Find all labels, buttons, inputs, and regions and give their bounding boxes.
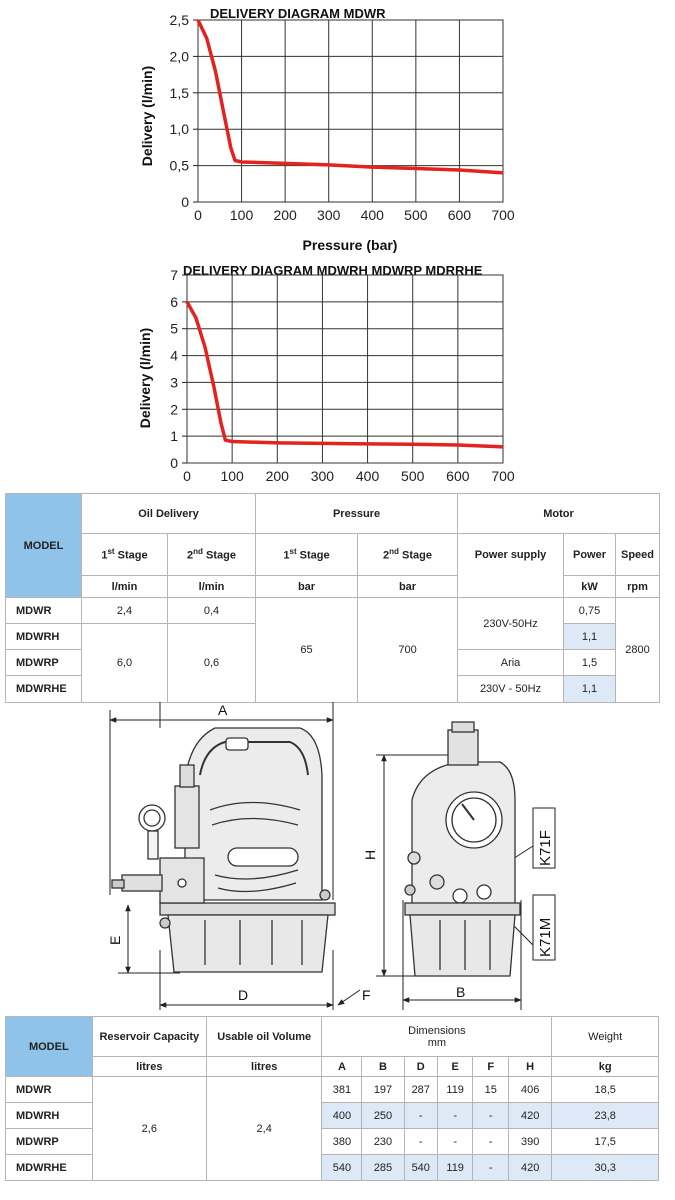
motor-header: Motor (458, 494, 660, 534)
unit-kg: kg (552, 1057, 659, 1077)
speed-header: Speed (616, 534, 660, 576)
k71m-label: K71M (537, 917, 554, 957)
model-mdwrhe: MDWRHE (6, 676, 82, 703)
delivery-curve (187, 302, 503, 447)
power-value: 0,75 (564, 598, 616, 624)
chart-title: DELIVERY DIAGRAM MDWRH MDWRP MDRRHE (183, 263, 483, 278)
col-b: B (362, 1057, 404, 1077)
table-row: MDWR 2,6 2,4 381 197 287 119 15 406 18,5 (6, 1077, 659, 1103)
y-tick-label: 1,0 (169, 121, 189, 138)
y-tick-label: 5 (170, 320, 178, 337)
unit-bar: bar (358, 576, 458, 598)
model-mdwrh: MDWRH (6, 624, 82, 650)
dimensions-table (5, 1016, 659, 1181)
power-value: 1,1 (564, 624, 616, 650)
unit-kw: kW (564, 576, 616, 598)
reservoir-value: 2,6 (92, 1077, 206, 1181)
col-d: D (404, 1057, 437, 1077)
x-tick-label: 700 (491, 207, 515, 223)
x-axis-label: Pressure (bar) (302, 237, 398, 253)
oil-delivery-header: Oil Delivery (82, 494, 256, 534)
oil-stage2-value: 0,6 (168, 624, 256, 703)
y-axis-label: Delivery (l/min) (137, 327, 153, 429)
dimension-b-label: B (456, 984, 466, 1000)
y-tick-label: 0,5 (169, 157, 189, 174)
x-tick-label: 300 (310, 468, 335, 484)
dimension-h-label: H (362, 849, 378, 860)
y-tick-label: 6 (170, 293, 178, 310)
unit-bar: bar (256, 576, 358, 598)
col-e: E (437, 1057, 473, 1077)
pressure-stage1-header: 1st Stage (256, 534, 358, 576)
table-row: MDWRHE 540 285 540 119 - 420 30,3 (6, 1155, 659, 1181)
x-tick-label: 600 (446, 468, 470, 484)
x-tick-label: 100 (229, 207, 254, 223)
oil-stage2-value: 0,4 (168, 598, 256, 624)
power-value: 1,5 (564, 650, 616, 676)
delivery-curve (198, 20, 503, 173)
pressure-stage2-header: 2nd Stage (358, 534, 458, 576)
x-tick-label: 0 (183, 468, 191, 484)
power-supply-value: Aria (458, 650, 564, 676)
col-h: H (508, 1057, 551, 1077)
power-supply-value: 230V-50Hz (458, 598, 564, 650)
col-f: F (473, 1057, 509, 1077)
pressure-stage2-value: 700 (358, 598, 458, 703)
unit-lmin: l/min (168, 576, 256, 598)
y-tick-label: 0 (170, 455, 178, 471)
x-tick-label: 700 (491, 468, 515, 484)
y-tick-label: 1,5 (169, 84, 189, 101)
unit-litres: litres (206, 1057, 321, 1077)
dimensions-header: Dimensions mm (322, 1017, 552, 1057)
model-mdwrp: MDWRP (6, 650, 82, 676)
y-axis-label: Delivery (l/min) (139, 65, 155, 167)
unit-litres: litres (92, 1057, 206, 1077)
table-row: MDWRP 380 230 - - - 390 17,5 (6, 1129, 659, 1155)
x-tick-label: 200 (265, 468, 289, 484)
usable-volume-value: 2,4 (206, 1077, 321, 1181)
y-tick-label: 7 (170, 267, 178, 283)
unit-lmin: l/min (82, 576, 168, 598)
power-supply-header: Power supply (458, 534, 564, 576)
unit-rpm: rpm (616, 576, 660, 598)
oil-stage1-header: 1st Stage (82, 534, 168, 576)
power-header: Power (564, 534, 616, 576)
y-tick-label: 2 (170, 401, 178, 418)
oil-stage1-value: 2,4 (82, 598, 168, 624)
chart-title: DELIVERY DIAGRAM MDWR (210, 6, 386, 21)
power-value: 1,1 (564, 676, 616, 703)
plot-frame (187, 275, 503, 463)
pressure-header: Pressure (256, 494, 458, 534)
delivery-chart-mdwr (0, 0, 675, 258)
model-header: MODEL (6, 1017, 93, 1077)
x-tick-label: 400 (355, 468, 380, 484)
plot-frame (198, 20, 503, 202)
weight-header: Weight (552, 1017, 659, 1057)
k71f-label: K71F (537, 830, 554, 866)
x-tick-label: 500 (404, 207, 428, 223)
dimension-d-label: D (238, 987, 249, 1003)
y-tick-label: 1 (170, 428, 178, 445)
dimension-a-label: A (218, 702, 228, 718)
table-row: MDWRH 400 250 - - - 420 23,8 (6, 1103, 659, 1129)
x-tick-label: 300 (317, 207, 341, 223)
col-a: A (322, 1057, 362, 1077)
reservoir-header: Reservoir Capacity (92, 1017, 206, 1057)
usable-volume-header: Usable oil Volume (206, 1017, 321, 1057)
x-tick-label: 500 (401, 468, 425, 484)
pump-technical-drawing (0, 700, 675, 1015)
delivery-chart-mdwrh (0, 258, 675, 490)
y-tick-label: 2,0 (169, 48, 189, 65)
pressure-stage1-value: 65 (256, 598, 358, 703)
y-tick-label: 3 (170, 374, 178, 391)
x-tick-label: 400 (360, 207, 384, 223)
y-tick-label: 4 (170, 347, 178, 364)
power-supply-value: 230V - 50Hz (458, 676, 564, 703)
y-tick-label: 2,5 (169, 12, 189, 28)
x-tick-label: 100 (220, 468, 244, 484)
oil-stage1-value: 6,0 (82, 624, 168, 703)
x-tick-label: 0 (194, 207, 202, 223)
x-tick-label: 600 (447, 207, 472, 223)
hydraulic-spec-table (5, 493, 660, 703)
x-tick-label: 200 (273, 207, 297, 223)
oil-stage2-header: 2nd Stage (168, 534, 256, 576)
y-tick-label: 0 (181, 194, 189, 210)
model-header: MODEL (6, 494, 82, 598)
dimension-f-label: F (362, 987, 371, 1003)
model-mdwr: MDWR (6, 598, 82, 624)
dimension-e-label: E (107, 935, 123, 945)
speed-value: 2800 (616, 598, 660, 703)
